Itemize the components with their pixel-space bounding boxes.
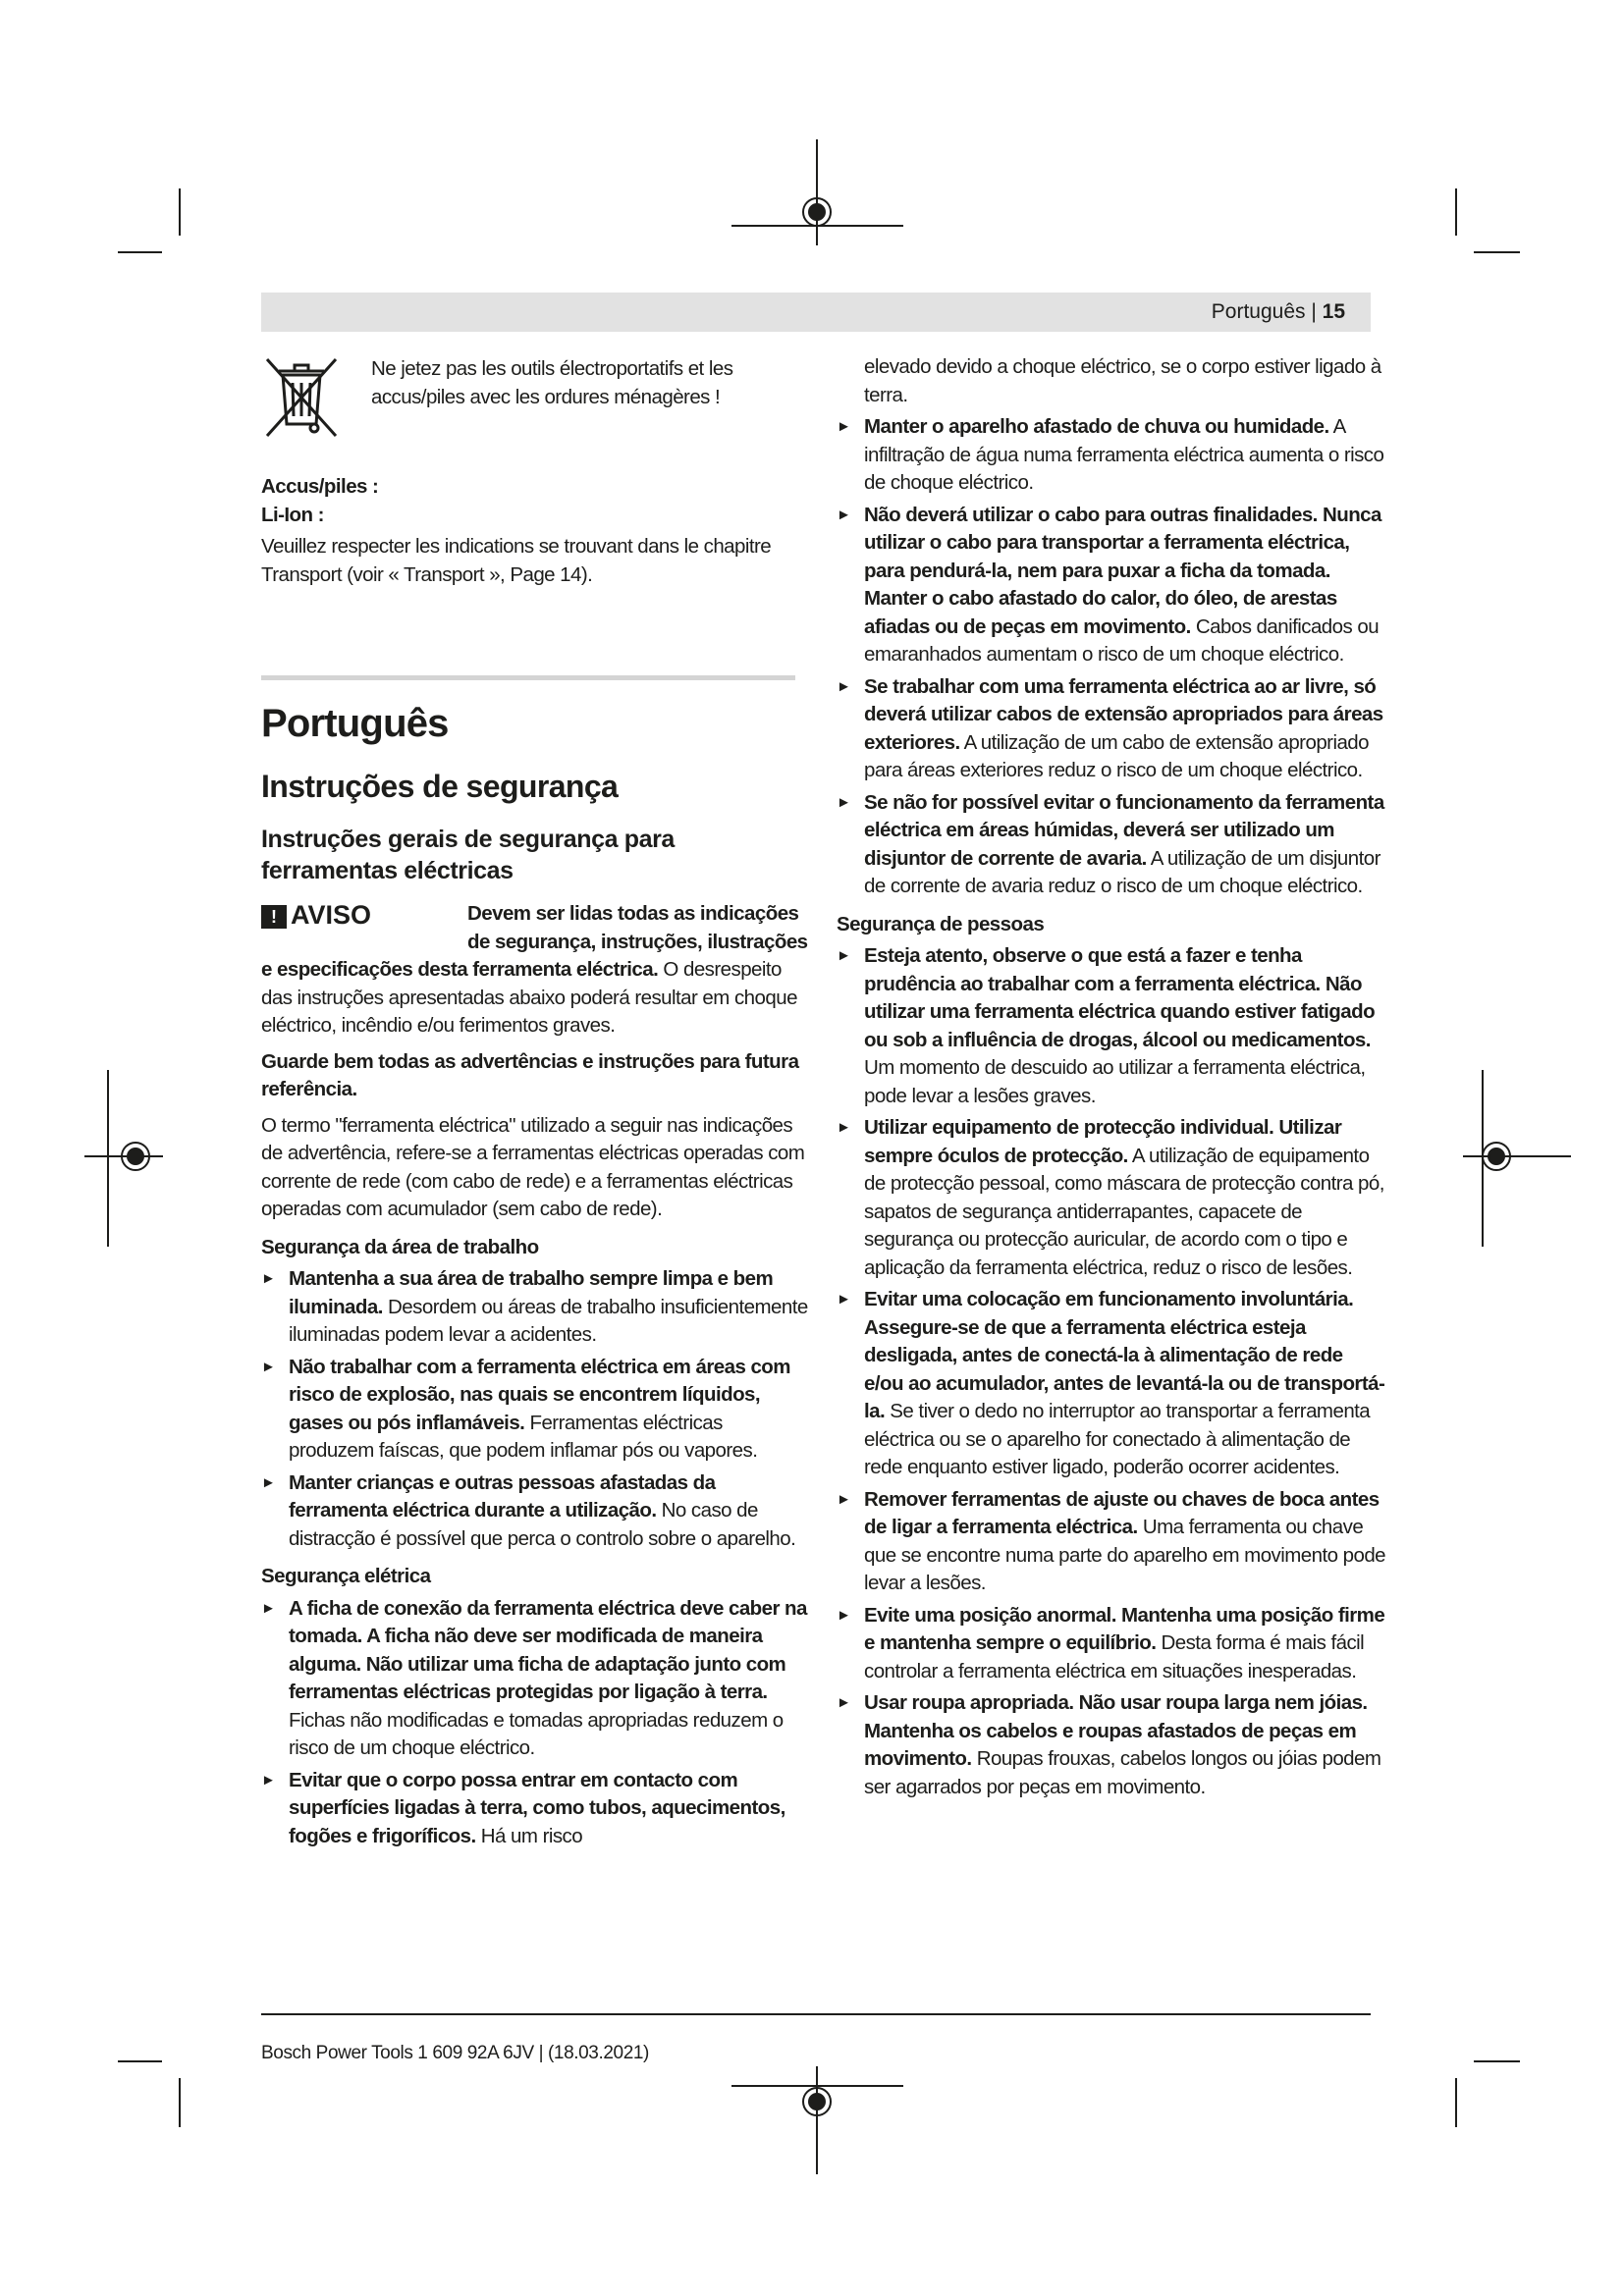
bullet-arrow-icon: ► <box>837 793 851 811</box>
header-section: Português <box>1211 300 1306 323</box>
general-safety-title: Instruções gerais de segurança para ferramentas eléctricas <box>261 826 675 884</box>
bullet-arrow-icon: ► <box>261 1771 276 1789</box>
registration-mark-top <box>731 139 903 245</box>
bullet-arrow-icon: ► <box>837 947 851 964</box>
term-definition: O termo "ferramenta eléctrica" utilizado a seguir nas indicações de advertência, refere-se a ferramentas eléctricas operadas com corrente de rede (com cabo de rede) e a ferramentas eléctricas operadas com acumulador (sem cabo de rede). <box>261 1113 805 1220</box>
work-area-heading: Segurança da área de trabalho <box>261 1235 539 1258</box>
bullet-arrow-icon: ► <box>261 1473 276 1491</box>
page-number: 15 <box>1322 300 1345 323</box>
list-item: ► Evitar que o corpo possa entrar em contacto com superfícies ligadas à terra, como tubos, aquecimentos, fogões e frigoríficos. Há um risco <box>261 1768 785 1847</box>
bullet-arrow-icon: ► <box>837 1291 851 1308</box>
crossed-out-wheeled-bin-icon <box>263 355 340 440</box>
page-footer: Bosch Power Tools 1 609 92A 6JV | (18.03.2021) <box>261 2043 649 2063</box>
registration-mark-bottom <box>731 2066 903 2174</box>
warning-label <box>261 900 467 930</box>
electrical-heading: Segurança elétrica <box>261 1565 431 1587</box>
battery-heading: Accus/piles : <box>261 475 379 498</box>
bullet-arrow-icon: ► <box>837 1606 851 1624</box>
continuation-text: elevado devido a choque eléctrico, se o corpo estiver ligado à terra. <box>864 355 1381 406</box>
bullet-arrow-icon: ► <box>261 1358 276 1375</box>
list-item: ► Remover ferramentas de ajuste ou chaves de boca antes de ligar a ferramenta eléctrica. Uma ferramenta ou chave que se encontre numa parte do aparelho em movimento pode levar a lesões. <box>837 1487 1386 1594</box>
list-item: ► Não deverá utilizar o cabo para outras finalidades. Nunca utilizar o cabo para transportar a ferramenta eléctrica, para pendurá-la, nem para puxar a ficha da tomada. Manter o cabo afastado do calor, do óleo, de arestas afiadas ou de peças em movimento. Cabos danificados ou emaranhados aumentam o risco de um choque eléctrico. <box>837 503 1381 666</box>
language-title: Português <box>261 702 449 745</box>
page-header <box>261 293 1371 332</box>
bullet-arrow-icon: ► <box>837 506 851 523</box>
personal-safety-heading: Segurança de pessoas <box>837 912 1045 935</box>
left-column <box>261 353 811 1850</box>
list-item: ► Não trabalhar com a ferramenta eléctrica em áreas com risco de explosão, nas quais se encontrem líquidos, gases ou pós inflamáveis. Ferramentas eléctricas produzem faíscas, que podem inflamar pós ou vapores. <box>261 1355 790 1462</box>
warning-label-text: AVISO <box>291 900 372 930</box>
warning-bold-text: Devem ser lidas todas as indicações de segurança, instruções, ilustrações e especificações desta ferramenta eléctrica. <box>261 902 808 981</box>
header-text <box>1212 298 1345 326</box>
registration-mark-left <box>84 1070 163 1247</box>
right-column <box>837 353 1386 1801</box>
bullet-arrow-icon: ► <box>261 1270 276 1287</box>
list-item: ► Usar roupa apropriada. Não usar roupa larga nem jóias. Mantenha os cabelos e roupas afastados de peças em movimento. Roupas frouxas, cabelos longos ou jóias podem ser agarrados por peças em movimento. <box>837 1691 1381 1798</box>
header-separator: | <box>1305 300 1323 323</box>
list-item: ► Manter o aparelho afastado de chuva ou humidade. A infiltração de água numa ferramenta eléctrica aumenta o risco de choque eléctrico. <box>837 415 1384 494</box>
bullet-arrow-icon: ► <box>837 677 851 695</box>
list-item: ► Evite uma posição anormal. Mantenha uma posição firme e mantenha sempre o equilíbrio. Desta forma é mais fácil controlar a ferramenta eléctrica em situações inesperadas. <box>837 1603 1385 1682</box>
warning-normal-text: O desrespeito das instruções apresentadas abaixo poderá resultar em choque eléctrico, incêndio e/ou ferimentos graves. <box>261 958 797 1037</box>
list-item: ► A ficha de conexão da ferramenta eléctrica deve caber na tomada. A ficha não deve ser modificada de maneira alguma. Não utilizar uma ficha de adaptação junto com ferramentas eléctricas protegidas por ligação à terra. Fichas não modificadas e tomadas apropriadas reduzem o risco de um choque eléctrico. <box>261 1596 807 1759</box>
disposal-notice <box>261 353 811 442</box>
bullet-arrow-icon: ► <box>837 418 851 435</box>
bullet-arrow-icon: ► <box>837 1119 851 1136</box>
section-divider <box>261 675 795 680</box>
list-item: ► Mantenha a sua área de trabalho sempre limpa e bem iluminada. Desordem ou áreas de trabalho insuficientemente iluminadas podem levar a acidentes. <box>261 1267 808 1346</box>
list-item: ► Manter crianças e outras pessoas afastadas da ferramenta eléctrica durante a utilização. No caso de distracção é possível que perca o controlo sobre o aparelho. <box>261 1470 796 1550</box>
list-item: ► Esteja atento, observe o que está a fazer e tenha prudência ao trabalhar com a ferramenta eléctrica. Não utilizar uma ferramenta eléctrica quando estiver fatigado ou sob a influência de drogas, álcool ou medicamentos. Um momento de descuido ao utilizar a ferramenta eléctrica, pode levar a lesões graves. <box>837 944 1376 1107</box>
footer-rule <box>261 2013 1371 2015</box>
list-item: ► Utilizar equipamento de protecção individual. Utilizar sempre óculos de protecção. A utilização de equipamento de protecção pessoal, como máscara de protecção contra pó, sapatos de segurança antiderrapantes, capacete de segurança ou protecção auricular, de acordo com o tipo e aplicação da ferramenta eléctrica, reduz o risco de lesões. <box>837 1116 1384 1279</box>
battery-subheading: Li-Ion : <box>261 503 324 526</box>
registration-mark-right <box>1463 1070 1571 1247</box>
list-item: ► Evitar uma colocação em funcionamento involuntária. Assegure-se de que a ferramenta eléctrica esteja desligada, antes de conectá-la à alimentação de rede e/ou ao acumulador, antes de levantá-la ou de transportá-la. Se tiver o dedo no interruptor ao transportar a ferramenta eléctrica ou se o aparelho for conectado à alimentação de rede enquanto estiver ligado, poderão ocorrer acidentes. <box>837 1288 1385 1478</box>
warning-block <box>261 900 811 1041</box>
disposal-text: Ne jetez pas les outils électroportatifs et les accus/piles avec les ordures ménagères ! <box>371 357 733 408</box>
safety-title: Instruções de segurança <box>261 769 619 804</box>
keep-instructions: Guarde bem todas as advertências e instruções para futura referência. <box>261 1049 799 1100</box>
list-item: ► Se não for possível evitar o funcionamento da ferramenta eléctrica em áreas húmidas, deverá ser utilizado um disjuntor de corrente de avaria. A utilização de um disjuntor de corrente de avaria reduz o risco de um choque eléctrico. <box>837 790 1384 897</box>
warning-triangle-icon: ! <box>261 905 287 929</box>
battery-text: Veuillez respecter les indications se trouvant dans le chapitre Transport (voir « Transport », Page 14). <box>261 535 772 586</box>
bullet-arrow-icon: ► <box>261 1599 276 1617</box>
list-item: ► Se trabalhar com uma ferramenta eléctrica ao ar livre, só deverá utilizar cabos de extensão apropriados para áreas exteriores. A utilização de um cabo de extensão apropriado para áreas exteriores reduz o risco de um choque eléctrico. <box>837 674 1383 781</box>
bullet-arrow-icon: ► <box>837 1490 851 1508</box>
bullet-arrow-icon: ► <box>837 1694 851 1711</box>
